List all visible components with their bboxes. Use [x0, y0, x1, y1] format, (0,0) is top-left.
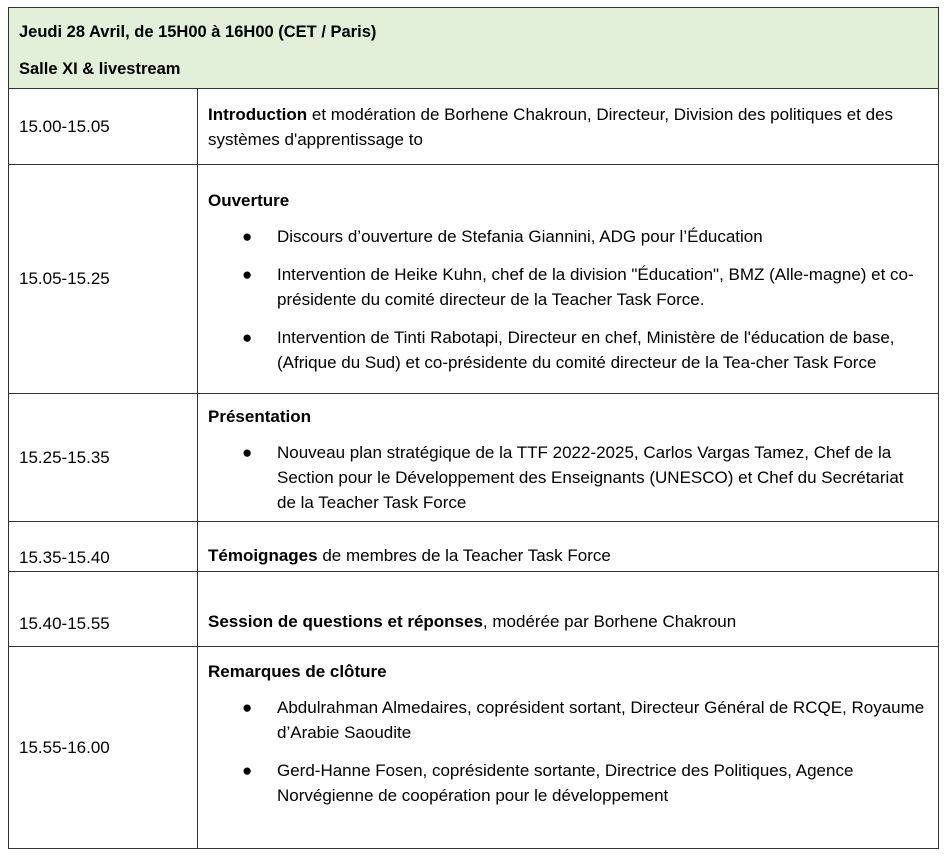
row-text: de membres de la Teacher Task Force	[317, 546, 611, 565]
row-title: Présentation	[208, 407, 311, 426]
time-cell: 15.05-15.25	[9, 165, 198, 394]
row-title: Introduction	[208, 104, 308, 124]
content-cell	[198, 647, 939, 849]
list-item	[208, 325, 926, 375]
list-item	[208, 262, 926, 312]
bullet-icon: ●	[242, 327, 253, 347]
list-item-text: Intervention de Tinti Rabotapi, Directeur en chef, Ministère de l'éducation de base, (Afrique du Sud) et co-présidente du comité directeur de la Tea-cher Task Force	[277, 327, 895, 372]
bullet-list	[208, 224, 926, 375]
session-date-time: Jeudi 28 Avril, de 15H00 à 16H00 (CET / Paris)	[19, 23, 377, 41]
agenda-row-ouverture	[9, 165, 939, 394]
list-item-text: Abdulrahman Almedaires, coprésident sortant, Directeur Général de RCQE, Royaume d’Arabie Saoudite	[277, 698, 925, 742]
row-title: Remarques de clôture	[208, 662, 387, 681]
list-item-text: Intervention de Heike Kuhn, chef de la division "Éducation", BMZ (Alle-magne) et co-présidente du comité directeur de la Teacher Task Force.	[277, 264, 914, 309]
list-item	[208, 695, 926, 745]
time-cell: 15.35-15.40	[9, 522, 198, 572]
agenda-header-cell	[9, 8, 939, 89]
session-room: Salle XI & livestream	[19, 60, 181, 78]
bullet-list	[208, 440, 926, 515]
row-title: Session de questions et réponses	[208, 612, 483, 631]
agenda-row-cloture	[9, 647, 939, 849]
agenda-table	[8, 7, 939, 849]
content-cell	[198, 165, 939, 394]
agenda-row-introduction	[9, 89, 939, 165]
bullet-icon: ●	[242, 226, 253, 246]
time-cell: 15.25-15.35	[9, 394, 198, 522]
row-text: et modération de Borhene Chakroun, Directeur, Division des politiques et des systèmes d'apprentissage to	[208, 104, 894, 149]
agenda-row-temoignages	[9, 522, 939, 572]
time-cell: 15.55-16.00	[9, 647, 198, 849]
bullet-icon: ●	[242, 264, 253, 284]
row-title: Témoignages	[208, 546, 318, 565]
list-item	[208, 224, 926, 249]
bullet-icon: ●	[242, 761, 253, 780]
list-item	[208, 440, 926, 515]
content-cell	[198, 89, 939, 165]
agenda-header-row	[9, 8, 939, 89]
content-cell	[198, 522, 939, 572]
content-cell	[198, 394, 939, 522]
bullet-icon: ●	[242, 698, 253, 717]
agenda-row-presentation	[9, 394, 939, 522]
agenda-row-questions	[9, 572, 939, 647]
bullet-list	[208, 695, 926, 808]
list-item-text: Discours d’ouverture de Stefania Giannini, ADG pour l’Éducation	[277, 226, 763, 246]
list-item	[208, 758, 926, 808]
content-cell	[198, 572, 939, 647]
time-cell: 15.40-15.55	[9, 572, 198, 647]
time-cell: 15.00-15.05	[9, 89, 198, 165]
list-item-text: Gerd-Hanne Fosen, coprésidente sortante, Directrice des Politiques, Agence Norvégienne de coopération pour le développement	[277, 761, 854, 805]
row-title: Ouverture	[208, 190, 290, 210]
row-text: , modérée par Borhene Chakroun	[482, 612, 737, 631]
bullet-icon: ●	[242, 443, 253, 462]
list-item-text: Nouveau plan stratégique de la TTF 2022-2025, Carlos Vargas Tamez, Chef de la Section pour le Développement des Enseignants (UNESCO) et Chef du Secrétariat de la Teacher Task Force	[277, 443, 904, 512]
